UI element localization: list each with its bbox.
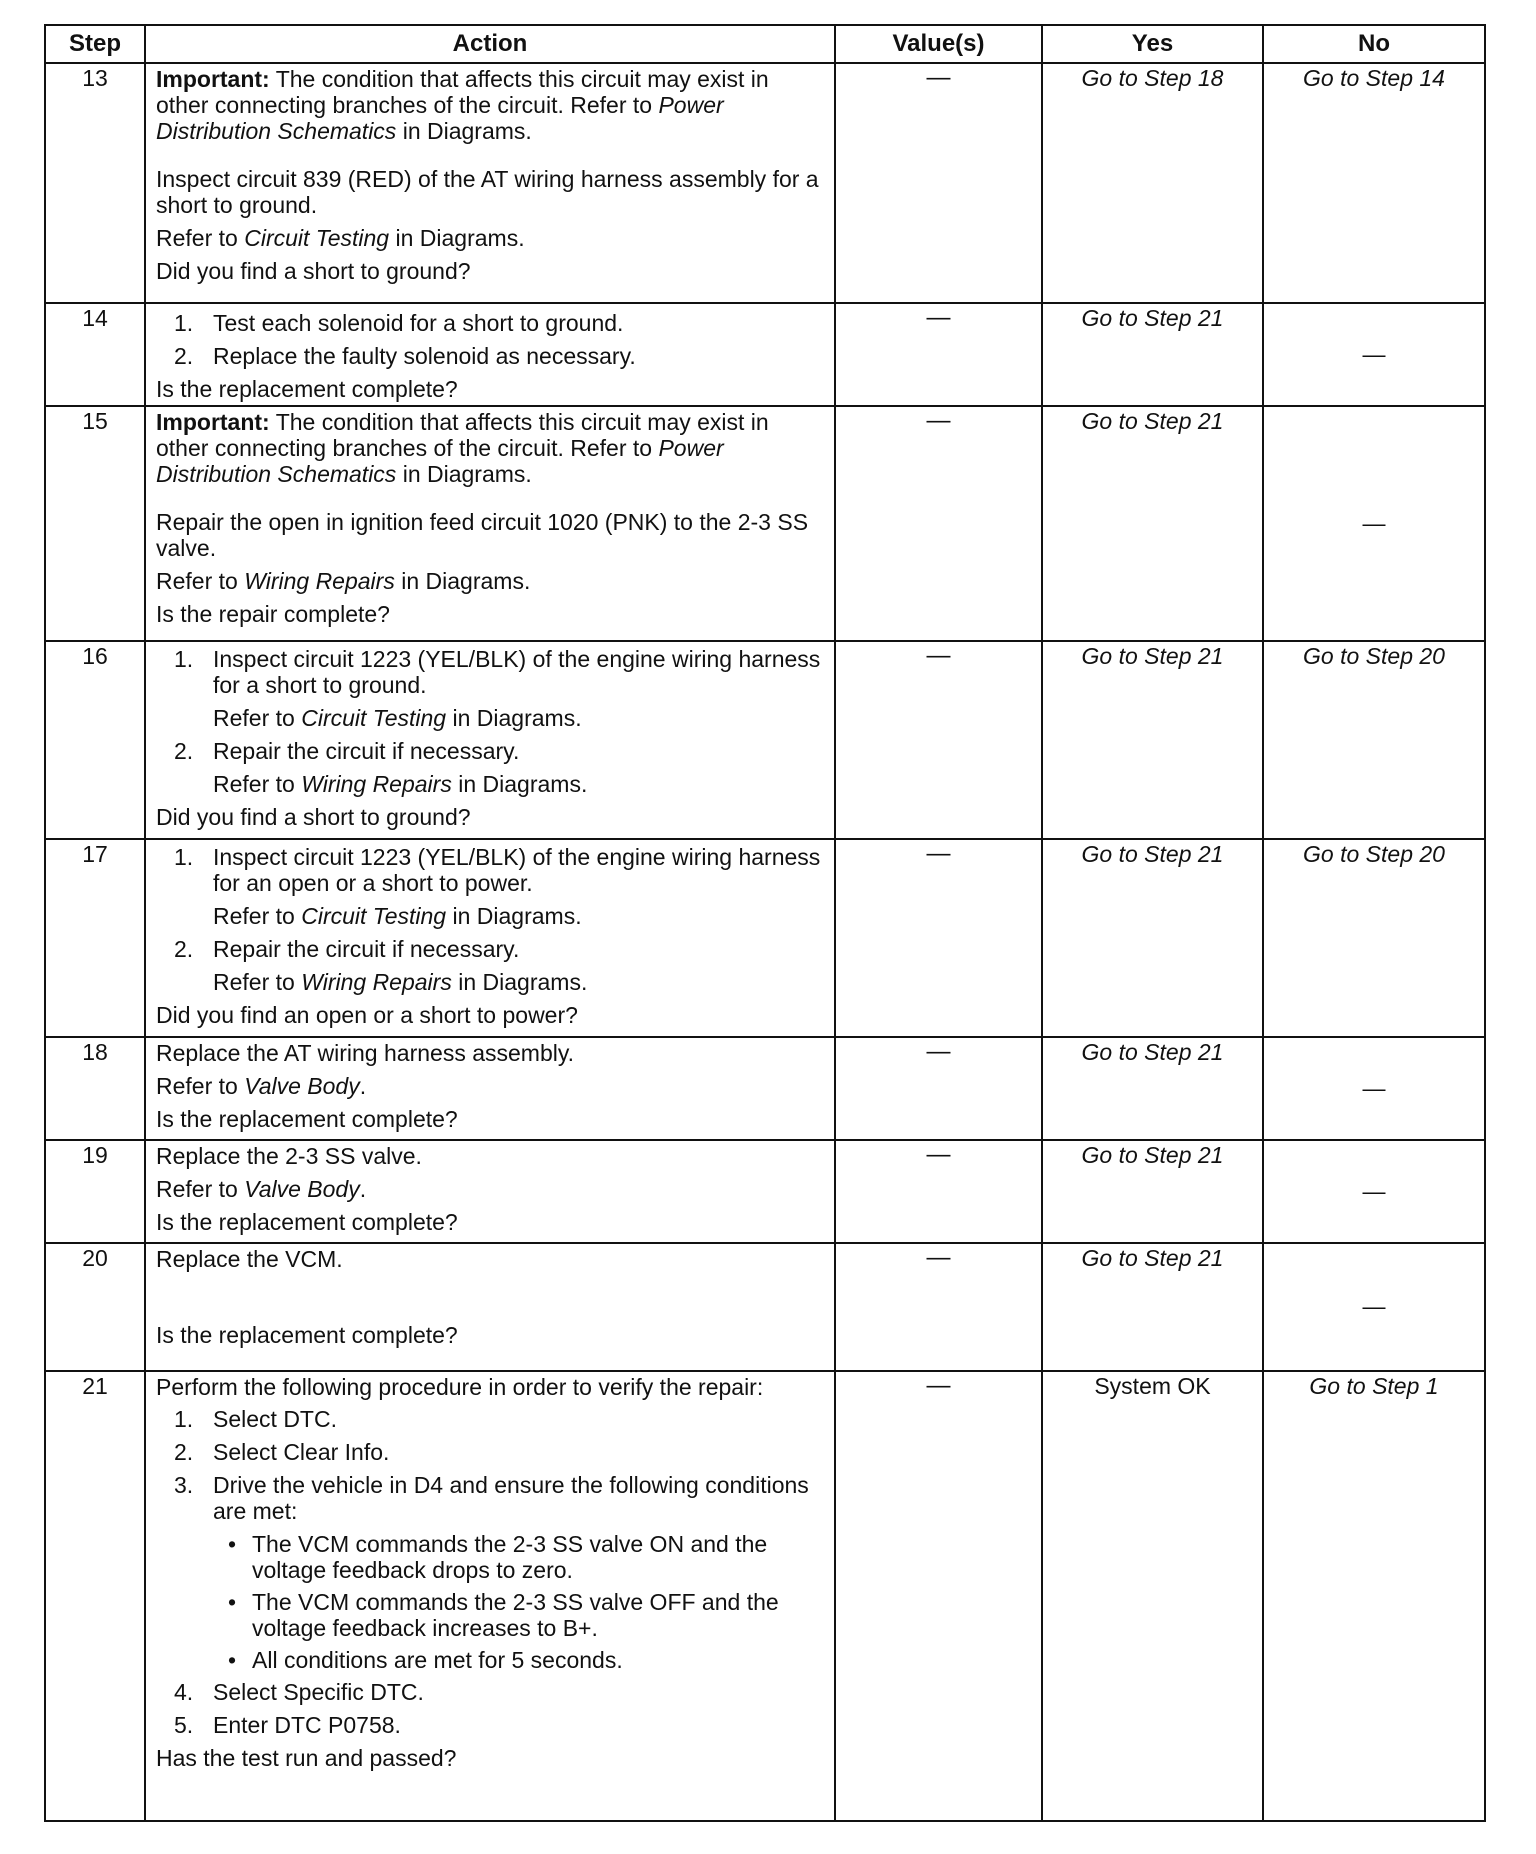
no-result: — [1263, 1037, 1485, 1140]
action-text: Replace the VCM. [156, 1246, 343, 1272]
action-cell [145, 406, 835, 641]
yes-result: Go to Step 21 [1042, 303, 1263, 406]
reference-line: Refer to Valve Body. [156, 1073, 367, 1099]
question-text: Did you find a short to ground? [156, 804, 471, 830]
list-item: 2. Repair the circuit if necessary. [174, 738, 520, 764]
step-number: 17 [45, 839, 145, 1037]
action-cell [145, 1243, 835, 1371]
header-row [45, 25, 1485, 63]
list-item: 1. Test each solenoid for a short to ground. [174, 310, 624, 336]
reference-line: Refer to Wiring Repairs in Diagrams. [213, 969, 588, 995]
important-note: Important: The condition that affects this circuit may exist in other connecting branches of the circuit. Refer to Power Distribution Schematics in Diagrams. [156, 66, 769, 144]
action-text: Replace the 2-3 SS valve. [156, 1143, 422, 1169]
table-row-step-14 [45, 303, 1485, 406]
header-no: No [1263, 25, 1485, 63]
no-result: Go to Step 1 [1263, 1371, 1485, 1821]
action-cell [145, 303, 835, 406]
no-result: — [1263, 303, 1485, 406]
reference-link: Valve Body [244, 1176, 360, 1202]
reference-link: Wiring Repairs [244, 568, 395, 594]
action-cell [145, 641, 835, 839]
reference-link: Wiring Repairs [301, 771, 452, 797]
step-number: 14 [45, 303, 145, 406]
yes-result: System OK [1042, 1371, 1263, 1821]
action-text: Perform the following procedure in order to verify the repair: [156, 1374, 764, 1400]
header-action: Action [145, 25, 835, 63]
value-cell: — [835, 1371, 1042, 1821]
question-text: Is the replacement complete? [156, 1209, 458, 1235]
step-number: 19 [45, 1140, 145, 1243]
reference-line: Refer to Wiring Repairs in Diagrams. [156, 568, 531, 594]
reference-line: Refer to Circuit Testing in Diagrams. [213, 903, 582, 929]
yes-result: Go to Step 21 [1042, 641, 1263, 839]
list-item: 3. Drive the vehicle in D4 and ensure the following conditions are met: [174, 1472, 809, 1524]
bullet-item: • The VCM commands the 2-3 SS valve ON and the voltage feedback drops to zero. [228, 1531, 768, 1583]
step-number: 20 [45, 1243, 145, 1371]
header-step: Step [45, 25, 145, 63]
reference-line: Refer to Circuit Testing in Diagrams. [213, 705, 582, 731]
table-row-step-17 [45, 839, 1485, 1037]
no-result: Go to Step 14 [1263, 63, 1485, 303]
step-number: 15 [45, 406, 145, 641]
no-result: — [1263, 1243, 1485, 1371]
no-result: — [1263, 406, 1485, 641]
list-item: 2. Select Clear Info. [174, 1439, 390, 1465]
value-cell: — [835, 1037, 1042, 1140]
yes-result: Go to Step 21 [1042, 406, 1263, 641]
diagnostic-table-page [44, 24, 1484, 1822]
no-result: Go to Step 20 [1263, 839, 1485, 1037]
value-cell: — [835, 1140, 1042, 1243]
yes-result: Go to Step 21 [1042, 1243, 1263, 1371]
list-item: 2. Replace the faulty solenoid as necessary. [174, 343, 636, 369]
list-item: 4. Select Specific DTC. [174, 1679, 424, 1705]
header-values: Value(s) [835, 25, 1042, 63]
question-text: Is the replacement complete? [156, 376, 458, 402]
value-cell: — [835, 839, 1042, 1037]
list-item: 1. Inspect circuit 1223 (YEL/BLK) of the engine wiring harness for a short to ground. [174, 646, 821, 698]
step-number: 21 [45, 1371, 145, 1821]
important-note: Important: The condition that affects this circuit may exist in other connecting branches of the circuit. Refer to Power Distribution Schematics in Diagrams. [156, 409, 769, 487]
value-cell: — [835, 641, 1042, 839]
question-text: Has the test run and passed? [156, 1745, 457, 1771]
table-row-step-20 [45, 1243, 1485, 1371]
action-cell [145, 1140, 835, 1243]
reference-link: Power Distribution Schematics [156, 435, 724, 487]
list-item: 5. Enter DTC P0758. [174, 1712, 401, 1738]
diagnostic-table [44, 24, 1486, 1822]
yes-result: Go to Step 21 [1042, 1140, 1263, 1243]
yes-result: Go to Step 21 [1042, 1037, 1263, 1140]
step-number: 13 [45, 63, 145, 303]
reference-link: Circuit Testing [301, 903, 447, 929]
action-cell [145, 839, 835, 1037]
reference-link: Wiring Repairs [301, 969, 452, 995]
yes-result: Go to Step 21 [1042, 839, 1263, 1037]
table-row-step-18 [45, 1037, 1485, 1140]
step-number: 18 [45, 1037, 145, 1140]
bullet-item: • All conditions are met for 5 seconds. [228, 1647, 623, 1673]
table-row-step-19 [45, 1140, 1485, 1243]
important-label: Important: [156, 66, 270, 92]
question-text: Is the replacement complete? [156, 1106, 458, 1132]
list-item: 1. Select DTC. [174, 1406, 337, 1432]
question-text: Did you find an open or a short to power? [156, 1002, 578, 1028]
no-result: Go to Step 20 [1263, 641, 1485, 839]
value-cell: — [835, 1243, 1042, 1371]
action-text: Replace the AT wiring harness assembly. [156, 1040, 575, 1066]
important-label: Important: [156, 409, 270, 435]
table-row-step-21 [45, 1371, 1485, 1821]
reference-line: Refer to Wiring Repairs in Diagrams. [213, 771, 588, 797]
yes-result: Go to Step 18 [1042, 63, 1263, 303]
action-cell [145, 63, 835, 303]
reference-link: Circuit Testing [244, 225, 390, 251]
reference-link: Power Distribution Schematics [156, 92, 724, 144]
reference-link: Valve Body [244, 1073, 360, 1099]
question-text: Is the replacement complete? [156, 1322, 458, 1348]
question-text: Is the repair complete? [156, 601, 390, 627]
list-item: 2. Repair the circuit if necessary. [174, 936, 520, 962]
header-yes: Yes [1042, 25, 1263, 63]
value-cell: — [835, 63, 1042, 303]
table-row-step-16 [45, 641, 1485, 839]
value-cell: — [835, 303, 1042, 406]
reference-line: Refer to Circuit Testing in Diagrams. [156, 225, 525, 251]
action-cell [145, 1037, 835, 1140]
question-text: Did you find a short to ground? [156, 258, 471, 284]
step-number: 16 [45, 641, 145, 839]
bullet-item: • The VCM commands the 2-3 SS valve OFF and the voltage feedback increases to B+. [228, 1589, 779, 1641]
action-cell [145, 1371, 835, 1821]
table-row-step-13 [45, 63, 1485, 303]
list-item: 1. Inspect circuit 1223 (YEL/BLK) of the engine wiring harness for an open or a short to power. [174, 844, 821, 896]
action-text: Inspect circuit 839 (RED) of the AT wiring harness assembly for a short to ground. [156, 166, 819, 218]
reference-line: Refer to Valve Body. [156, 1176, 367, 1202]
reference-link: Circuit Testing [301, 705, 447, 731]
action-text: Repair the open in ignition feed circuit 1020 (PNK) to the 2-3 SS valve. [156, 509, 809, 561]
no-result: — [1263, 1140, 1485, 1243]
value-cell: — [835, 406, 1042, 641]
table-row-step-15 [45, 406, 1485, 641]
